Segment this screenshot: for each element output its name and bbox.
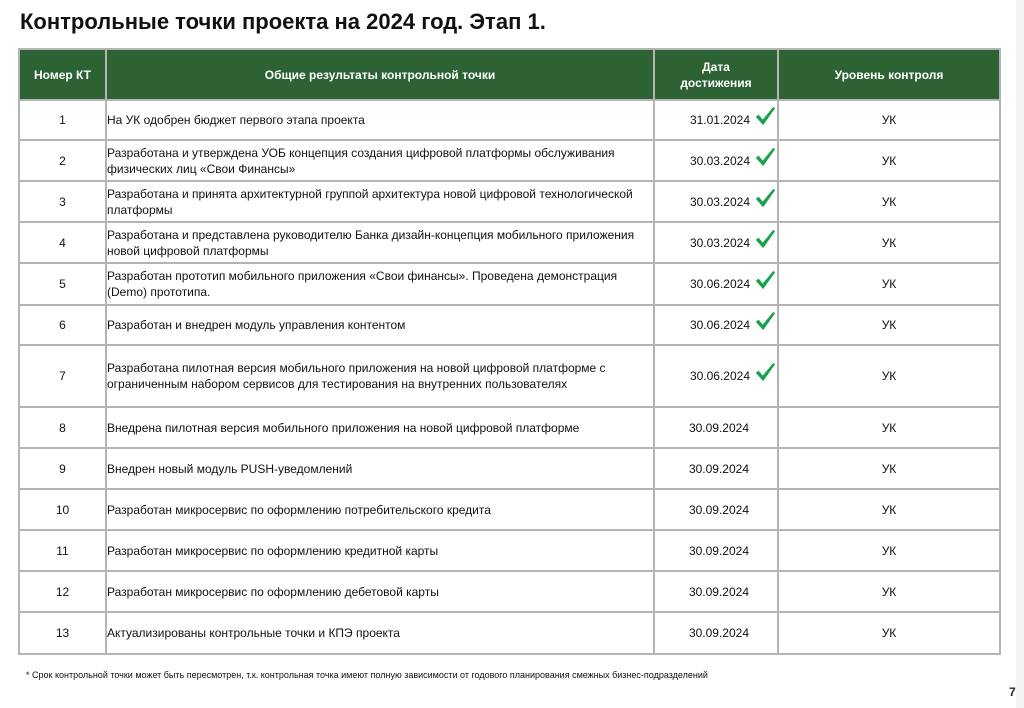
cell-number-text: 2 — [59, 153, 66, 168]
cell-level — [778, 100, 1000, 140]
cell-level-text: УК — [881, 277, 897, 291]
header-number: Номер КТ — [19, 49, 106, 100]
checkmark-icon — [754, 310, 776, 332]
table-row — [19, 222, 1000, 263]
cell-date — [654, 181, 778, 222]
table-body — [19, 100, 1000, 654]
cell-number-text: 9 — [59, 461, 66, 476]
cell-number — [19, 100, 106, 140]
cell-date-content — [655, 223, 777, 262]
table-row — [19, 345, 1000, 407]
cell-result — [106, 181, 654, 222]
cell-level — [778, 612, 1000, 654]
cell-level-text: УК — [881, 369, 897, 383]
cell-date-content — [655, 306, 777, 344]
cell-date-content — [655, 182, 777, 221]
cell-level-text: УК — [881, 626, 897, 640]
cell-date-text: 30.09.2024 — [688, 543, 749, 558]
cell-date-text: 30.09.2024 — [688, 420, 749, 435]
cell-number — [19, 263, 106, 305]
cell-date-content — [655, 346, 777, 406]
cell-result-text: Разработана и принята архитектурной группой архитектура новой цифровой технологической платформы — [107, 186, 633, 217]
checkmark-icon — [754, 146, 776, 168]
cell-result — [106, 263, 654, 305]
cell-result-text: Разработан и внедрен модуль управления контентом — [107, 318, 406, 332]
cell-result-text: Разработан микросервис по оформлению кредитной карты — [107, 543, 439, 558]
cell-level — [778, 489, 1000, 530]
checkmark-icon — [754, 228, 776, 250]
cell-level — [778, 345, 1000, 407]
cell-result — [106, 345, 654, 407]
cell-date-content — [655, 572, 777, 611]
cell-date-content — [655, 613, 777, 653]
cell-number — [19, 448, 106, 489]
header-date — [654, 49, 778, 100]
checkmark-icon — [754, 187, 776, 209]
cell-number — [19, 181, 106, 222]
cell-number — [19, 140, 106, 181]
cell-result — [106, 305, 654, 345]
cell-result — [106, 612, 654, 654]
cell-number-text: 8 — [59, 420, 66, 435]
table-row — [19, 489, 1000, 530]
cell-level-text: УК — [881, 584, 897, 599]
cell-result-text: Актуализированы контрольные точки и КПЭ проекта — [107, 626, 400, 640]
table-row — [19, 263, 1000, 305]
cell-number-text: 13 — [55, 626, 70, 640]
cell-date — [654, 263, 778, 305]
milestones-table — [18, 48, 1001, 655]
cell-date — [654, 305, 778, 345]
header-date-label: Дата достижения — [680, 59, 752, 90]
cell-number — [19, 571, 106, 612]
cell-result-text: Внедрен новый модуль PUSH-уведомлений — [107, 461, 353, 476]
table-row — [19, 448, 1000, 489]
cell-level-text: УК — [881, 420, 897, 435]
cell-result — [106, 489, 654, 530]
cell-level-text: УК — [881, 318, 897, 332]
table-row — [19, 530, 1000, 571]
cell-level — [778, 181, 1000, 222]
cell-number-text: 12 — [55, 584, 70, 599]
cell-date — [654, 222, 778, 263]
cell-number — [19, 305, 106, 345]
cell-date-text: 30.03.2024 — [689, 194, 750, 209]
cell-result-text: Разработана и представлена руководителю Банка дизайн-концепция мобильного приложения новой цифровой платформы — [107, 227, 635, 258]
cell-level — [778, 140, 1000, 181]
page-title: Контрольные точки проекта на 2024 год. Этап 1. — [20, 9, 546, 34]
checkmark-icon — [754, 105, 776, 127]
cell-date-content — [655, 264, 777, 304]
cell-level-text: УК — [881, 113, 897, 127]
cell-date — [654, 571, 778, 612]
cell-date-text: 30.06.2024 — [689, 277, 750, 291]
table-row — [19, 612, 1000, 654]
cell-date-content — [655, 141, 777, 180]
table-header-row — [19, 49, 1000, 100]
cell-result-text: Разработана пилотная версия мобильного приложения на новой цифровой платформе с ограниченным набором сервисов для тестирования на внутренних пользователях — [107, 361, 606, 391]
cell-date — [654, 345, 778, 407]
cell-date — [654, 407, 778, 448]
table-row — [19, 407, 1000, 448]
table-row — [19, 571, 1000, 612]
cell-number — [19, 407, 106, 448]
cell-level — [778, 222, 1000, 263]
cell-date-text: 31.01.2024 — [689, 113, 750, 127]
cell-result-text: Разработан прототип мобильного приложения «Свои финансы». Проведена демонстрация (Demo) прототипа. — [107, 269, 618, 299]
cell-date-text: 30.06.2024 — [689, 318, 750, 332]
table-row — [19, 140, 1000, 181]
cell-number-text: 1 — [59, 113, 66, 127]
cell-date-text: 30.03.2024 — [689, 235, 750, 250]
cell-level-text: УК — [881, 461, 897, 476]
cell-level-text: УК — [881, 153, 897, 168]
cell-result — [106, 100, 654, 140]
cell-level — [778, 448, 1000, 489]
cell-level — [778, 263, 1000, 305]
cell-number — [19, 612, 106, 654]
checkmark-icon — [754, 269, 776, 291]
cell-date — [654, 140, 778, 181]
cell-date — [654, 530, 778, 571]
checkmark-icon — [754, 361, 776, 383]
cell-date-content — [655, 101, 777, 139]
cell-number — [19, 222, 106, 263]
cell-result-text: Разработан микросервис по оформлению дебетовой карты — [107, 584, 439, 599]
cell-date — [654, 489, 778, 530]
cell-level — [778, 571, 1000, 612]
cell-level-text: УК — [881, 194, 897, 209]
cell-date — [654, 100, 778, 140]
cell-number-text: 10 — [55, 502, 70, 517]
cell-number-text: 6 — [59, 318, 66, 332]
cell-date-text: 30.03.2024 — [689, 153, 750, 168]
cell-level-text: УК — [881, 235, 897, 250]
cell-result-text: Внедрена пилотная версия мобильного приложения на новой цифровой платформе — [107, 420, 580, 435]
cell-date-text: 30.09.2024 — [688, 461, 749, 476]
cell-date-content — [655, 408, 777, 447]
cell-date-text: 30.09.2024 — [688, 584, 749, 599]
cell-date — [654, 448, 778, 489]
slide-edge — [1016, 0, 1024, 708]
cell-result — [106, 222, 654, 263]
cell-number — [19, 530, 106, 571]
cell-date-text: 30.06.2024 — [689, 369, 750, 383]
cell-level — [778, 530, 1000, 571]
cell-number — [19, 345, 106, 407]
header-result: Общие результаты контрольной точки — [106, 49, 654, 100]
table-row — [19, 305, 1000, 345]
cell-result — [106, 407, 654, 448]
page-number: 7 — [1009, 685, 1016, 699]
cell-level — [778, 305, 1000, 345]
cell-date-text: 30.09.2024 — [688, 502, 749, 517]
cell-level-text: УК — [881, 502, 897, 517]
cell-date-text: 30.09.2024 — [688, 626, 749, 640]
cell-date-content — [655, 490, 777, 529]
header-level: Уровень контроля — [778, 49, 1000, 100]
cell-result — [106, 530, 654, 571]
cell-number-text: 4 — [59, 235, 66, 250]
cell-number-text: 11 — [56, 543, 69, 558]
cell-number — [19, 489, 106, 530]
cell-result-text: На УК одобрен бюджет первого этапа проекта — [107, 113, 365, 127]
cell-result-text: Разработана и утверждена УОБ концепция создания цифровой платформы обслуживания физических лиц «Свои Финансы» — [107, 145, 615, 176]
table-row — [19, 100, 1000, 140]
cell-number-text: 7 — [59, 369, 66, 383]
cell-result-text: Разработан микросервис по оформлению потребительского кредита — [107, 502, 491, 517]
cell-level — [778, 407, 1000, 448]
cell-level-text: УК — [881, 543, 897, 558]
cell-number-text: 5 — [59, 277, 66, 291]
cell-date-content — [655, 531, 777, 570]
cell-result — [106, 571, 654, 612]
table-row — [19, 181, 1000, 222]
cell-number-text: 3 — [59, 194, 66, 209]
cell-date — [654, 612, 778, 654]
footnote: * Срок контрольной точки может быть пересмотрен, т.к. контрольная точка имеют полную зависимости от годового планирования смежных бизнес-подразделений — [26, 670, 708, 680]
cell-result — [106, 140, 654, 181]
cell-result — [106, 448, 654, 489]
cell-date-content — [655, 449, 777, 488]
